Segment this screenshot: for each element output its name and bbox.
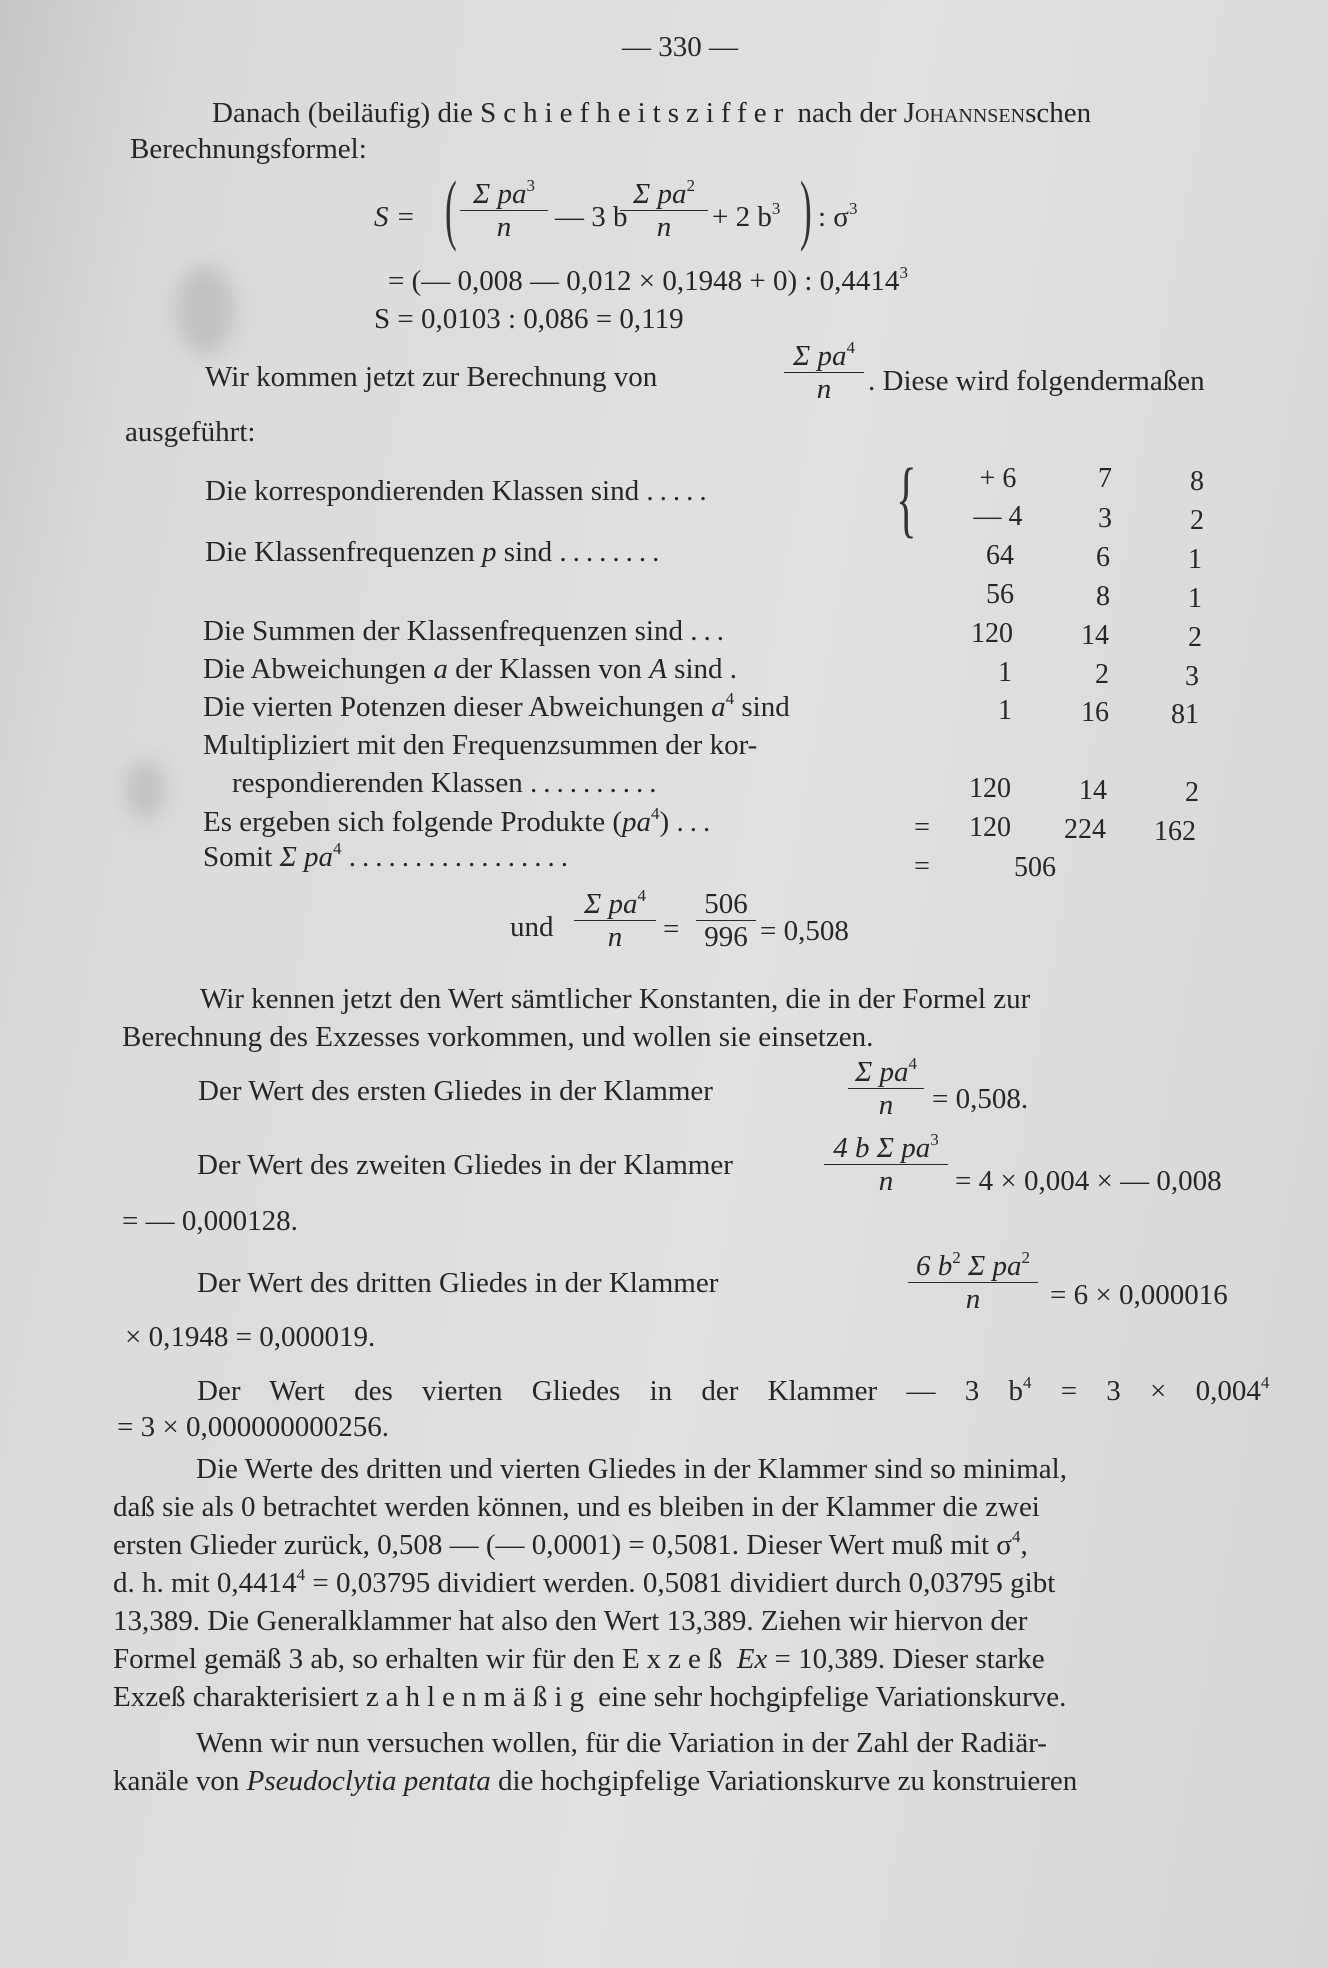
fraction-sum-pa4: Σ $pa^4$ n — [782, 340, 866, 405]
table-cell: — 4 — [973, 501, 1023, 532]
table-cell: 1 — [998, 657, 1012, 688]
paragraph-ergebnis-line4: d. h. mit $0,4414^4 = 0,03795$ dividiert werden. 0,5081 dividiert durch 0,03795 gibt — [113, 1565, 1056, 1599]
table-cell: + 6 — [979, 463, 1017, 494]
formula-term-2b3: + 2 $b^3$ — [712, 199, 781, 233]
glied4-text: Der Wert des vierten Gliedes in der Klammer — 3 $b^4 = 3 \times 0,004^4$ — [197, 1373, 1270, 1407]
emphasized-term: zahlenmäßig — [365, 1681, 591, 1713]
formula-term-3b: — 3 b — [555, 201, 628, 233]
table-cell: 2 — [1185, 777, 1199, 808]
table-label-frequenzen: Die Klassenfrequenzen p sind ........ — [205, 536, 666, 568]
table-cell: 8 — [1096, 581, 1110, 612]
glied2-line2: = — 0,000128. — [122, 1205, 298, 1237]
glied3-text: Der Wert des dritten Gliedes in der Klammer — [197, 1267, 719, 1299]
table-cell: 2 — [1188, 622, 1202, 653]
page-number: — 330 — — [622, 31, 738, 63]
table-cell: 120 — [969, 812, 1011, 843]
table-cell: 64 — [986, 540, 1014, 571]
table-cell: 81 — [1171, 699, 1199, 730]
species-name: Pseudoclytia pentata — [246, 1765, 491, 1797]
paragraph-berechnung-line1: Wir kommen jetzt zur Berechnung von — [205, 361, 658, 393]
page-smudge — [125, 760, 165, 820]
emphasized-term: Schiefheitsziffer — [480, 97, 791, 129]
table-cell: 8 — [1190, 466, 1204, 497]
table-cell: 56 — [986, 579, 1014, 610]
table-label-multipliziert-1: Multipliziert mit den Frequenzsummen der kor- — [203, 729, 758, 761]
table-cell: 1 — [1188, 544, 1202, 575]
table-brace: { — [896, 450, 917, 546]
glied3-line2: × 0,1948 = 0,000019. — [125, 1321, 376, 1353]
glied2-result: = 4 × 0,004 × — 0,008 — [955, 1165, 1222, 1197]
paragraph-ergebnis-line3: ersten Glieder zurück, 0,508 — (— 0,0001) = 0,5081. Dieser Wert muß mit $\sigma^4$, — [113, 1527, 1028, 1561]
paragraph-ergebnis-line2: daß sie als 0 betrachtet werden können, und es bleiben in der Klammer die zwei — [113, 1491, 1040, 1523]
eq-sign: = — [663, 913, 680, 945]
text-und: und — [510, 911, 554, 943]
paragraph-ergebnis-line1: Die Werte des dritten und vierten Gliedes in der Klammer sind so minimal, — [196, 1453, 1067, 1485]
formula-sigma-cubed: : $\sigma^3$ — [818, 199, 858, 233]
page-smudge — [175, 265, 235, 355]
table-cell: 120 — [969, 773, 1011, 804]
glied3-result: = 6 × 0,000016 — [1050, 1279, 1228, 1311]
author-name: Johannsen — [903, 97, 1026, 129]
table-eq-sign: = — [914, 812, 930, 843]
fraction-glied3: 6 $b^2$ Σ $pa^2$ n — [906, 1250, 1040, 1315]
formula-right-paren: ) — [800, 165, 812, 252]
text: nach der — [797, 97, 897, 129]
formula-line-2: = (— 0,008 — 0,012 × 0,1948 + 0) : 0,4414$^3$ — [388, 263, 908, 297]
table-label-somit: Somit Σ $pa^4$ ................. — [203, 839, 575, 873]
paragraph-ergebnis-line7: Exzeß charakterisiert zahlenmäßig eine sehr hochgipfelige Variationskurve. — [113, 1681, 1067, 1713]
fraction-sum-pa4-over-n: Σ $pa^4$ n — [572, 888, 658, 953]
table-cell: 1 — [1188, 583, 1202, 614]
table-cell: 120 — [971, 618, 1013, 649]
formula-fraction-sum-pa2: Σ $pa^2$ n — [618, 178, 710, 243]
glied4-line2: = 3 × 0,000000000256. — [117, 1411, 389, 1443]
table-cell: 14 — [1079, 775, 1107, 806]
fraction-506-996: 506 996 — [694, 888, 758, 953]
fraction-glied1: Σ $pa^4$ n — [846, 1056, 926, 1121]
table-eq-sign: = — [914, 851, 930, 882]
table-label-produkte: Es ergeben sich folgende Produkte $(pa^4)$ ... — [203, 804, 717, 838]
paragraph-schluss-line2: kanäle von Pseudoclytia pentata die hochgipfelige Variationskurve zu konstruieren — [113, 1765, 1078, 1797]
table-label-summen: Die Summen der Klassenfrequenzen sind ... — [203, 615, 730, 647]
paragraph-ergebnis-line5: 13,389. Die Generalklammer hat also den Wert 13,389. Ziehen wir hiervon der — [113, 1605, 1028, 1637]
glied1-text: Der Wert des ersten Gliedes in der Klammer — [198, 1075, 713, 1107]
paragraph-schluss-line1: Wenn wir nun versuchen wollen, für die Variation in der Zahl der Radiär- — [196, 1727, 1047, 1759]
formula-line-3: S = 0,0103 : 0,086 = 0,119 — [374, 303, 684, 335]
paragraph-ergebnis-line6: Formel gemäß 3 ab, so erhalten wir für den Exzeß Ex = 10,389. Dieser starke — [113, 1643, 1045, 1675]
formula-left-paren: ( — [445, 165, 457, 252]
paragraph-berechnung-line2: ausgeführt: — [125, 416, 256, 448]
paragraph-intro-line1 — [212, 96, 1091, 130]
table-cell: 6 — [1096, 542, 1110, 573]
paragraph-konstanten-line1: Wir kennen jetzt den Wert sämtlicher Konstanten, die in der Formel zur — [200, 983, 1031, 1015]
table-cell: 14 — [1081, 620, 1109, 651]
text: . Diese wird folgendermaßen — [868, 365, 1205, 397]
text: schen — [1025, 97, 1092, 129]
table-cell: 1 — [998, 695, 1012, 726]
table-label-potenzen: Die vierten Potenzen dieser Abweichungen $a^4$ sind — [203, 689, 790, 723]
table-cell: 2 — [1095, 659, 1109, 690]
table-total: 506 — [1014, 852, 1056, 883]
table-label-klassen: Die korrespondierenden Klassen sind ..... — [205, 475, 713, 507]
table-label-abweichungen: Die Abweichungen a der Klassen von A sind . — [203, 653, 737, 685]
formula-s-label: S = — [374, 201, 416, 233]
table-cell: 3 — [1098, 503, 1112, 534]
paragraph-intro-line2: Berechnungsformel: — [130, 133, 367, 165]
table-label-multipliziert-2: respondierenden Klassen .......... — [232, 767, 663, 799]
table-cell: 224 — [1064, 814, 1106, 845]
und-result: = 0,508 — [760, 915, 849, 947]
glied2-text: Der Wert des zweiten Gliedes in der Klammer — [197, 1149, 733, 1181]
table-cell: 16 — [1081, 697, 1109, 728]
table-cell: 162 — [1154, 816, 1196, 847]
formula-fraction-sum-pa3: Σ $pa^3$ n — [458, 178, 550, 243]
emphasized-term: Exzeß — [621, 1643, 730, 1675]
glied1-result: = 0,508. — [932, 1083, 1029, 1115]
paragraph-konstanten-line2: Berechnung des Exzesses vorkommen, und wollen sie einsetzen. — [122, 1021, 874, 1053]
text: Danach (beiläufig) die — [212, 97, 473, 129]
table-cell: 7 — [1098, 463, 1112, 494]
table-cell: 3 — [1185, 661, 1199, 692]
fraction-glied2: 4 b Σ $pa^3$ n — [822, 1132, 950, 1197]
table-cell: 2 — [1190, 505, 1204, 536]
